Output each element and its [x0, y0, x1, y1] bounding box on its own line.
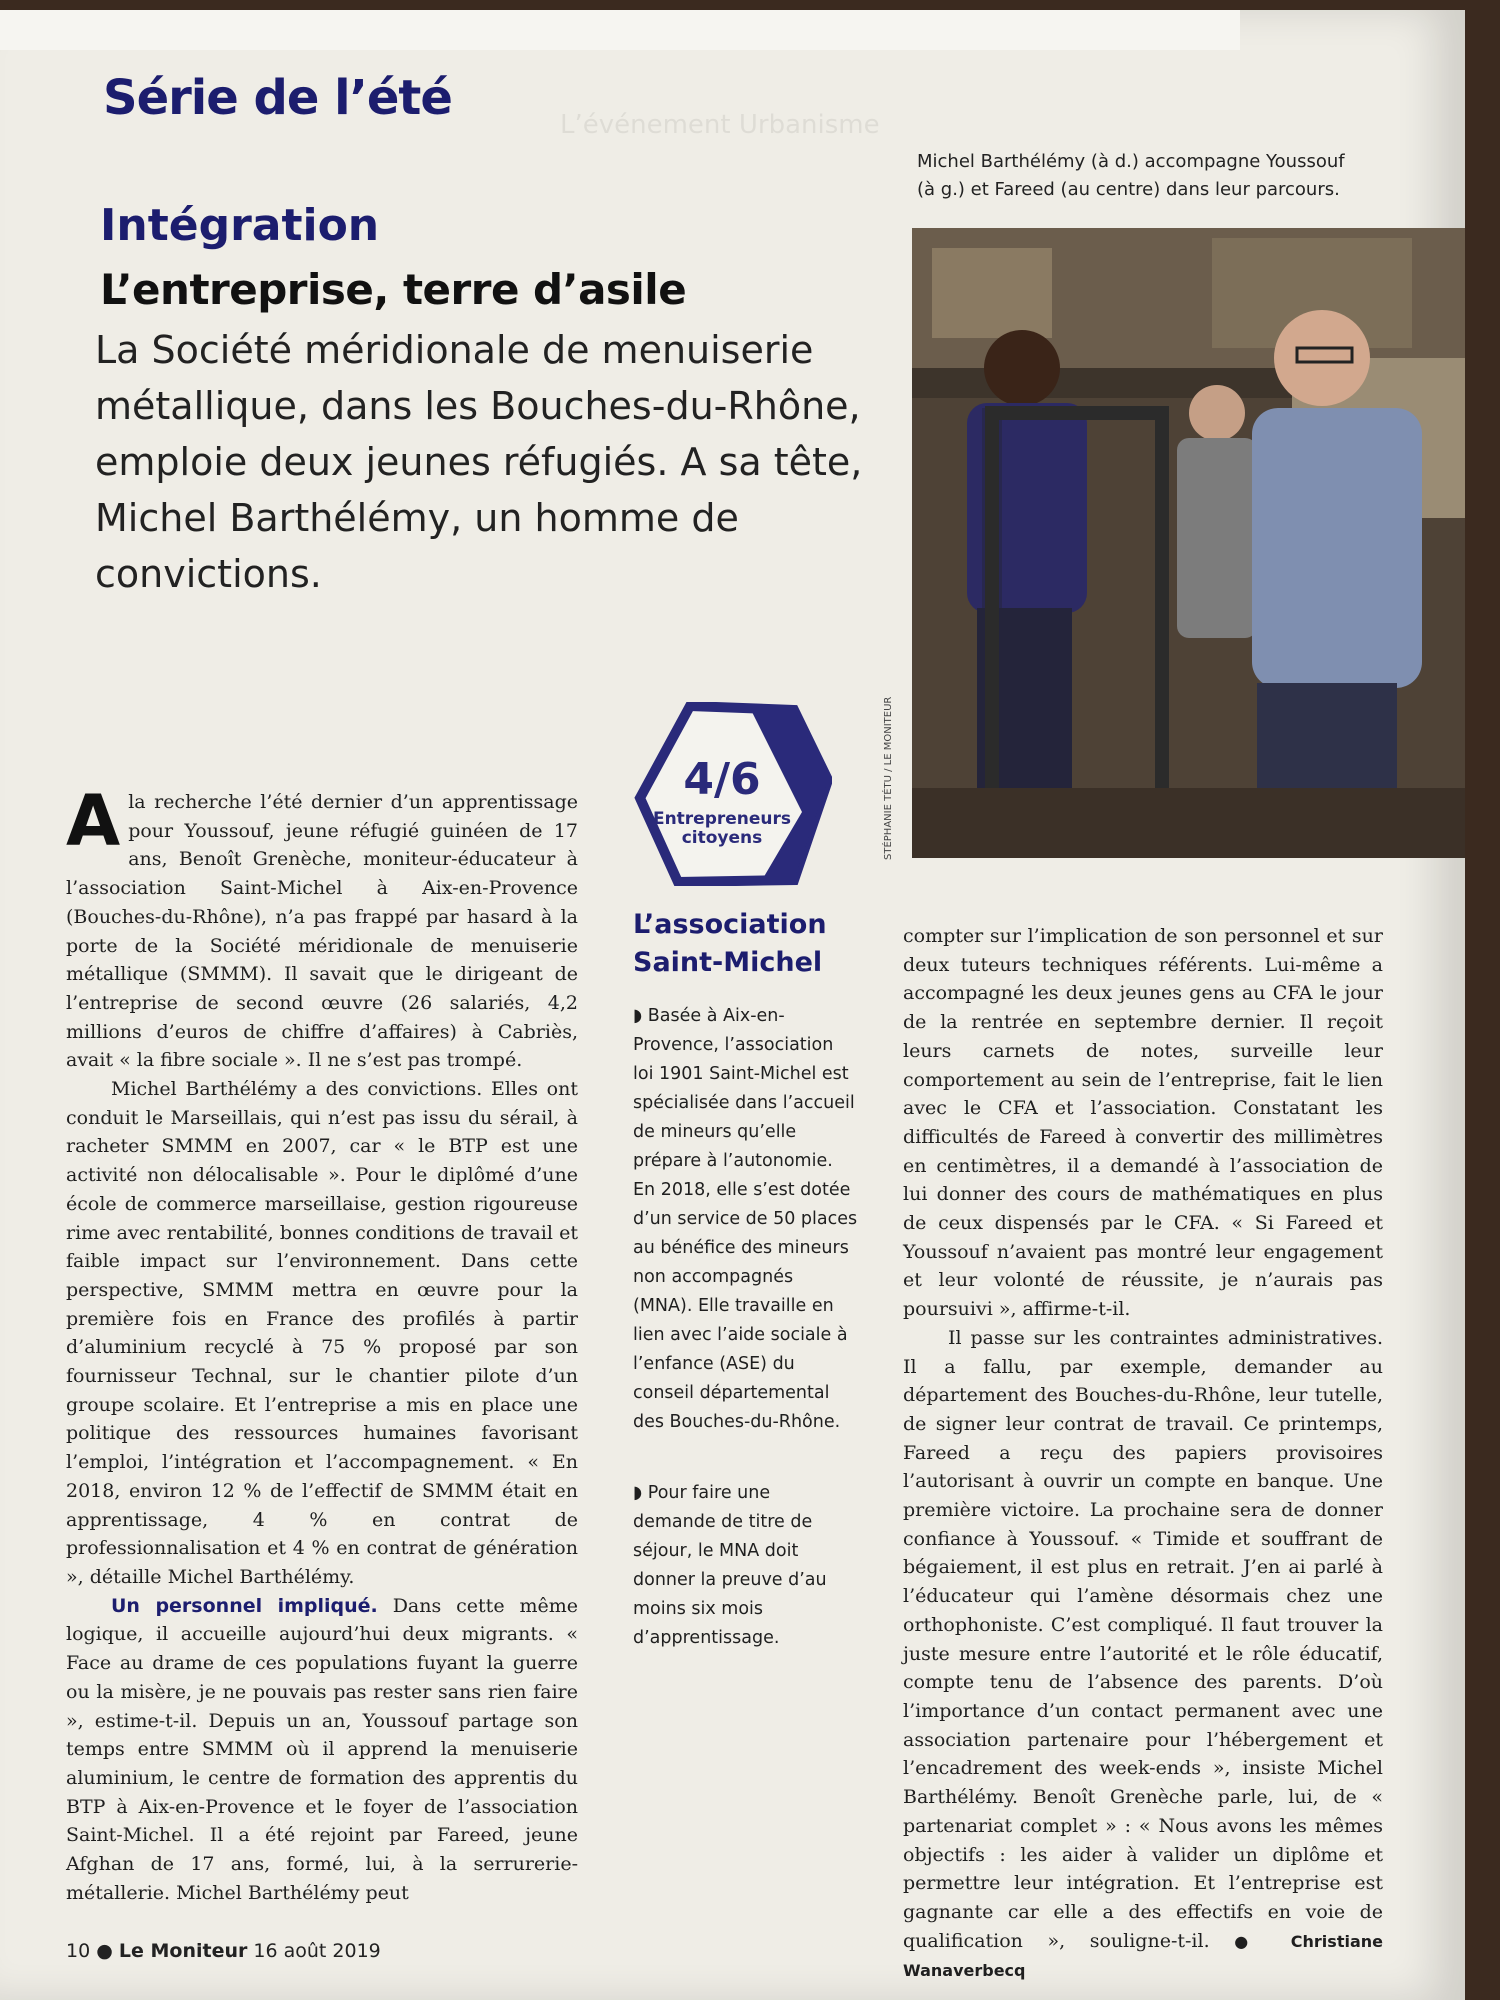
article-photo [912, 228, 1465, 858]
paragraph-1-text: la recherche l’été dernier d’un apprentissage pour Youssouf, jeune réfugié guinéen de 17 ans, Benoît Grenèche, moniteur-éducateur à l’association Saint-Michel à Aix-en-Provence (Bouches-du-Rhône), n’a pas frappé par hasard à la porte de la Société méridionale de menuiserie métallique (SMMM). Il savait que le dirigeant de l’entreprise de second œuvre (26 salariés, 4,2 millions d’euros de chiffre d’affaires) à Cabriès, avait « la fibre sociale ». Il ne s’est pas trompé. [66, 791, 578, 1072]
badge-number: 4/6 [683, 754, 761, 805]
paragraph-3 [66, 1592, 578, 1908]
paragraph-5-text: Il passe sur les contraintes administratives. Il a fallu, par exemple, demander au département des Bouches-du-Rhône, leur tutelle, de signer leur contrat de travail. Ce printemps, Fareed a reçu des papiers provisoires l’autorisant à ouvrir un compte en banque. Une première victoire. La prochaine sera de donner confiance à Youssouf. « Timide et souffrant de bégaiement, il est plus en retrait. J’en ai parlé à l’éducateur qui l’amène désormais chez une orthophoniste. C’est compliqué. Il faut trouver la juste mesure entre l’autorité et le rôle éducatif, compte tenu de l’absence des parents. D’où l’importance d’un contact permanent avec une association partenaire pour l’hébergement et l’encadrement des week-ends », insiste Michel Barthélémy. Benoît Grenèche parle, lui, de « partenariat complet » : « Nous avons les mêmes objectifs : les aider à valider un diplôme et permettre leur intégration. Et l’entreprise est gagnante car elle a des effectifs en voie de qualification », souligne-t-il. [903, 1326, 1383, 1952]
photo-credit: STÉPHANIE TÉTU / LE MONITEUR [883, 696, 894, 860]
body-column-3 [903, 922, 1383, 1986]
badge-label [642, 810, 802, 848]
sidebar-box [633, 906, 858, 1653]
run-in-heading: Un personnel impliqué. [111, 1594, 378, 1617]
workshop-photo-illustration [912, 228, 1465, 858]
drop-cap: A [66, 780, 121, 862]
sidebar-paragraph-1: ◗ Basée à Aix-en-Provence, l’association loi 1901 Saint-Michel est spécialisée dans l’accueil de mineurs qu’elle prépare à l’autonomie. En 2018, elle s’est dotée d’un service de 50 places au bénéfice des mineurs non accompagnés (MNA). Elle travaille en lien avec l’aide sociale à l’enfance (ASE) du conseil départemental des Bouches-du-Rhône. [633, 1006, 858, 1432]
paragraph-3-text: Dans cette même logique, il accueille aujourd’hui deux migrants. « Face au drame de ces populations fuyant la guerre ou la misère, je ne pouvais pas rester sans rien faire », estime-t-il. Depuis un an, Youssouf partage son temps entre SMMM où il apprend la menuiserie aluminium, le centre de formation des apprentis du BTP à Aix-en-Provence et le foyer de l’association Saint-Michel. Il a été rejoint par Fareed, jeune Afghan de 17 ans, formé, lui, à la serrurerie-métallerie. Michel Barthélémy peut [66, 1594, 578, 1904]
series-title: Série de l’été [103, 70, 452, 126]
paragraph-4: compter sur l’implication de son personnel et sur deux tuteurs techniques référents. Lui-même a accompagné les deux jeunes gens au CFA le jour de la rentrée en septembre dernier. Il reçoit leurs carnets de notes, surveille leur comportement au sein de l’entreprise, fait le lien avec le CFA et l’association. Constatant les difficultés de Fareed à convertir des millimètres en centimètres, il a demandé à l’association de lui donner des cours de mathématiques en plus de ceux dispensés par le CFA. « Si Fareed et Youssouf n’avaient pas montré leur engagement et leur volonté de réussite, je n’aurais pas poursuivi », affirme-t-il. [903, 925, 1383, 1321]
rubric: Intégration [100, 200, 380, 251]
badge-label-line-2: citoyens [681, 828, 763, 848]
paragraph-1 [66, 780, 578, 1075]
bullet-separator: ● [96, 1940, 113, 1962]
sidebar-title: L’association Saint-Michel [633, 909, 827, 978]
series-badge [632, 702, 832, 886]
photo-caption: Michel Barthélémy (à d.) accompagne Youssouf (à g.) et Fareed (au centre) dans leur parcours. [917, 151, 1345, 200]
magazine-page [0, 10, 1465, 2000]
page-footer [66, 1940, 381, 1962]
paragraph-5 [903, 1324, 1383, 1986]
issue-date: 16 août 2019 [253, 1940, 381, 1962]
badge-label-line-1: Entrepreneurs [652, 809, 792, 829]
byline: ● Christiane Wanaverbecq [903, 1931, 1383, 1981]
show-through-text: L’événement Urbanisme [560, 110, 880, 140]
paper-edge [0, 10, 1240, 50]
publication-name: Le Moniteur [118, 1940, 248, 1962]
sidebar-paragraph-2: ◗ Pour faire une demande de titre de séjour, le MNA doit donner la preuve d’au moins six mois d’apprentissage. [633, 1483, 827, 1648]
headline: L’entreprise, terre d’asile [100, 265, 687, 314]
lede: La Société méridionale de menuiserie métallique, dans les Bouches-du-Rhône, emploie deux jeunes réfugiés. A sa tête, Michel Barthélémy, un homme de convictions. [95, 328, 863, 596]
page-number: 10 [66, 1940, 91, 1962]
paragraph-2: Michel Barthélémy a des convictions. Elles ont conduit le Marseillais, qui n’est pas issu du sérail, à racheter SMMM en 2007, car « le BTP est une activité non délocalisable ». Pour le diplômé d’une école de commerce marseillaise, gestion rigoureuse rime avec rentabilité, bonnes conditions de travail et faible impact sur l’environnement. Dans cette perspective, SMMM mettra en œuvre pour la première fois en France des profilés à partir d’aluminium recyclé à 75 % proposé par son fournisseur Technal, sur le chantier pilote d’un groupe scolaire. Et l’entreprise a mis en place une politique des ressources humaines favorisant l’emploi, l’intégration et l’accompagnement. « En 2018, environ 12 % de l’effectif de SMMM était en apprentissage, 4 % en contrat de professionnalisation et 4 % en contrat de génération », détaille Michel Barthélémy. [66, 1078, 578, 1588]
body-column-1 [66, 780, 578, 1907]
